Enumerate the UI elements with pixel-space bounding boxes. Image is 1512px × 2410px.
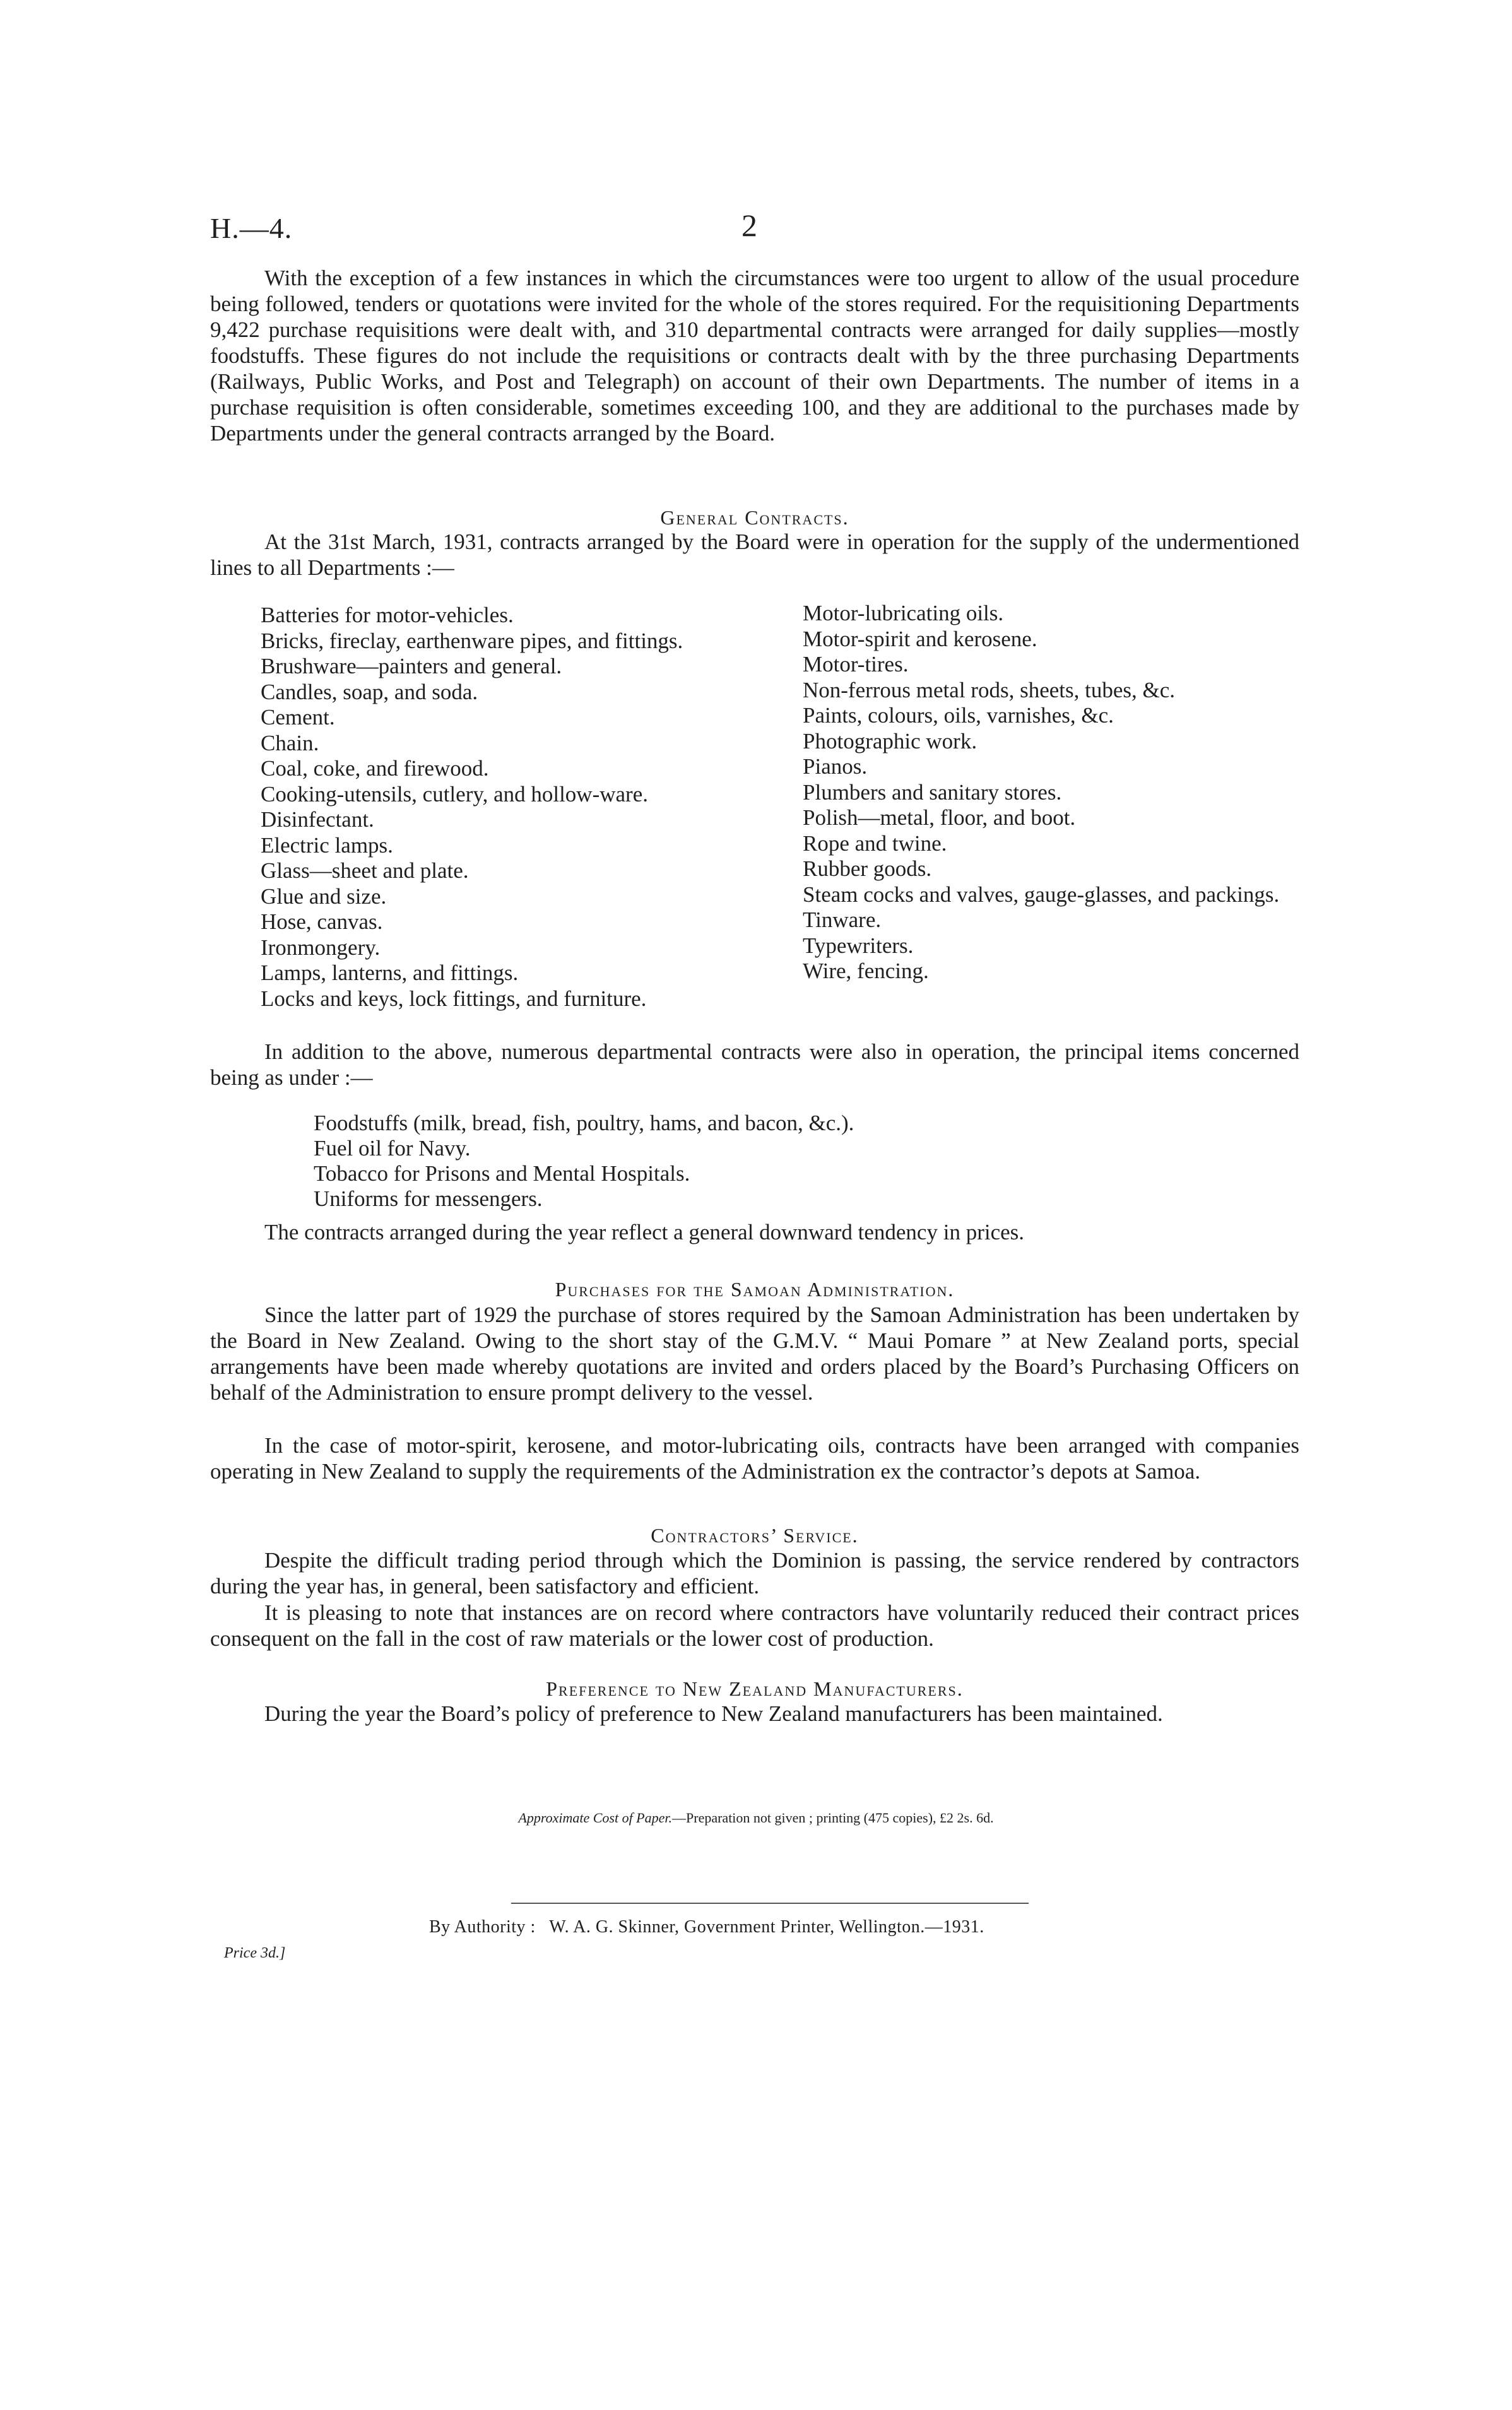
- list-item: Plumbers and sanitary stores.: [803, 779, 1062, 805]
- list-item: Steam cocks and valves, gauge-glasses, and packings.: [803, 882, 1280, 907]
- printer-line: [429, 1917, 984, 1937]
- general-contracts-heading: General Contracts.: [660, 506, 849, 529]
- list-item: Electric lamps.: [261, 832, 393, 858]
- list-item: Rubber goods.: [803, 856, 932, 881]
- list-item: Fuel oil for Navy.: [314, 1136, 471, 1161]
- list-item: Coal, coke, and firewood.: [261, 756, 489, 781]
- list-item: Hose, canvas.: [261, 909, 383, 934]
- list-item: Chain.: [261, 730, 319, 755]
- contractors-paragraph-2: It is pleasing to note that instances are on record where contractors have voluntarily reduced their contract prices consequent on the fall in the cost of raw materials or the lower cost of production.: [210, 1600, 1299, 1651]
- list-item: Polish—metal, floor, and boot.: [803, 805, 1076, 830]
- report-reference: H.—4.: [210, 212, 293, 244]
- list-item: Motor-spirit and kerosene.: [803, 626, 1037, 651]
- list-item: Glass—sheet and plate.: [261, 858, 469, 883]
- list-item: Brushware—painters and general.: [261, 654, 562, 678]
- list-item: Lamps, lanterns, and fittings.: [261, 960, 519, 985]
- list-item: Glue and size.: [261, 883, 387, 909]
- departmental-contracts-intro: In addition to the above, numerous departmental contracts were also in operation, the principal items concerned being as under :—: [210, 1039, 1299, 1090]
- samoan-heading: Purchases for the Samoan Administration.: [555, 1278, 955, 1301]
- list-item: Cooking-utensils, cutlery, and hollow-ware.: [261, 781, 648, 806]
- list-item: Tinware.: [803, 907, 882, 932]
- list-item: Motor-tires.: [803, 652, 909, 676]
- list-item: Locks and keys, lock fittings, and furniture.: [261, 986, 647, 1011]
- page-number: 2: [741, 208, 757, 243]
- printer-name: W. A. G. Skinner, Government Printer, Wellington.—1931.: [549, 1917, 984, 1937]
- list-item: Batteries for motor-vehicles.: [261, 603, 514, 627]
- list-item: Uniforms for messengers.: [314, 1186, 543, 1211]
- list-item: Bricks, fireclay, earthenware pipes, and fittings.: [261, 628, 683, 653]
- list-item: Photographic work.: [803, 728, 977, 753]
- price-tendency-paragraph: The contracts arranged during the year reflect a general downward tendency in prices.: [264, 1220, 1025, 1244]
- contractors-paragraph-1: Despite the difficult trading period through which the Dominion is passing, the service rendered by contractors during the year has, in general, been satisfactory and efficient.: [210, 1548, 1299, 1598]
- list-item: Disinfectant.: [261, 807, 374, 832]
- price-label: Price 3d.]: [224, 1945, 286, 1961]
- list-item: Foodstuffs (milk, bread, fish, poultry, hams, and bacon, &c.).: [314, 1111, 854, 1135]
- divider-rule: [511, 1903, 1029, 1904]
- general-contracts-intro: At the 31st March, 1931, contracts arranged by the Board were in operation for the supply of the undermentioned lines to all Departments :—: [210, 529, 1299, 580]
- samoan-paragraph-1: Since the latter part of 1929 the purchase of stores required by the Samoan Administration has been undertaken by the Board in New Zealand. Owing to the short stay of the G.M.V. “ Maui Pomare ” at New Zealand ports, special arrangements have been made whereby quotations are invited and orders placed by the Board’s Purchasing Officers on behalf of the Administration to ensure prompt delivery to the vessel.: [210, 1302, 1299, 1405]
- cost-footnote: [0, 1810, 1512, 1826]
- list-item: Ironmongery.: [261, 935, 381, 960]
- list-item: Candles, soap, and soda.: [261, 679, 478, 704]
- contractors-heading: Contractors’ Service.: [651, 1524, 859, 1547]
- contract-list-right: [803, 601, 1308, 984]
- contract-list-left: [261, 603, 778, 1012]
- list-item: Pianos.: [803, 754, 868, 779]
- list-item: Tobacco for Prisons and Mental Hospitals.: [314, 1161, 690, 1186]
- list-item: Paints, colours, oils, varnishes, &c.: [803, 703, 1114, 728]
- list-item: Rope and twine.: [803, 830, 947, 856]
- authority-label: By Authority :: [429, 1917, 536, 1937]
- list-item: Motor-lubricating oils.: [803, 601, 1004, 625]
- preference-paragraph: During the year the Board’s policy of preference to New Zealand manufacturers has been maintained.: [264, 1701, 1163, 1726]
- samoan-paragraph-2: In the case of motor-spirit, kerosene, and motor-lubricating oils, contracts have been arranged with companies operating in New Zealand to supply the requirements of the Administration ex the contractor’s depots at Samoa.: [210, 1433, 1299, 1484]
- departmental-items-list: [314, 1111, 854, 1212]
- intro-paragraph: With the exception of a few instances in which the circumstances were too urgent to allow of the usual procedure being followed, tenders or quotations were invited for the whole of the stores required. For the requisitioning Departments 9,422 purchase requisitions were dealt with, and 310 departmental contracts were arranged for daily supplies—mostly foodstuffs. These figures do not include the requisitions or contracts dealt with by the three purchasing Departments (Railways, Public Works, and Post and Telegraph) on account of their own Departments. The number of items in a purchase requisition is often considerable, sometimes exceeding 100, and they are additional to the purchases made by Departments under the general contracts arranged by the Board.: [210, 266, 1299, 446]
- cost-text: —Preparation not given ; printing (475 copies), £2 2s. 6d.: [672, 1810, 994, 1826]
- list-item: Cement.: [261, 705, 335, 729]
- list-item: Wire, fencing.: [803, 959, 929, 983]
- list-item: Non-ferrous metal rods, sheets, tubes, &c.: [803, 677, 1175, 702]
- list-item: Typewriters.: [803, 933, 914, 958]
- preference-heading: Preference to New Zealand Manufacturers.: [546, 1677, 964, 1700]
- cost-label: Approximate Cost of Paper.: [518, 1810, 673, 1826]
